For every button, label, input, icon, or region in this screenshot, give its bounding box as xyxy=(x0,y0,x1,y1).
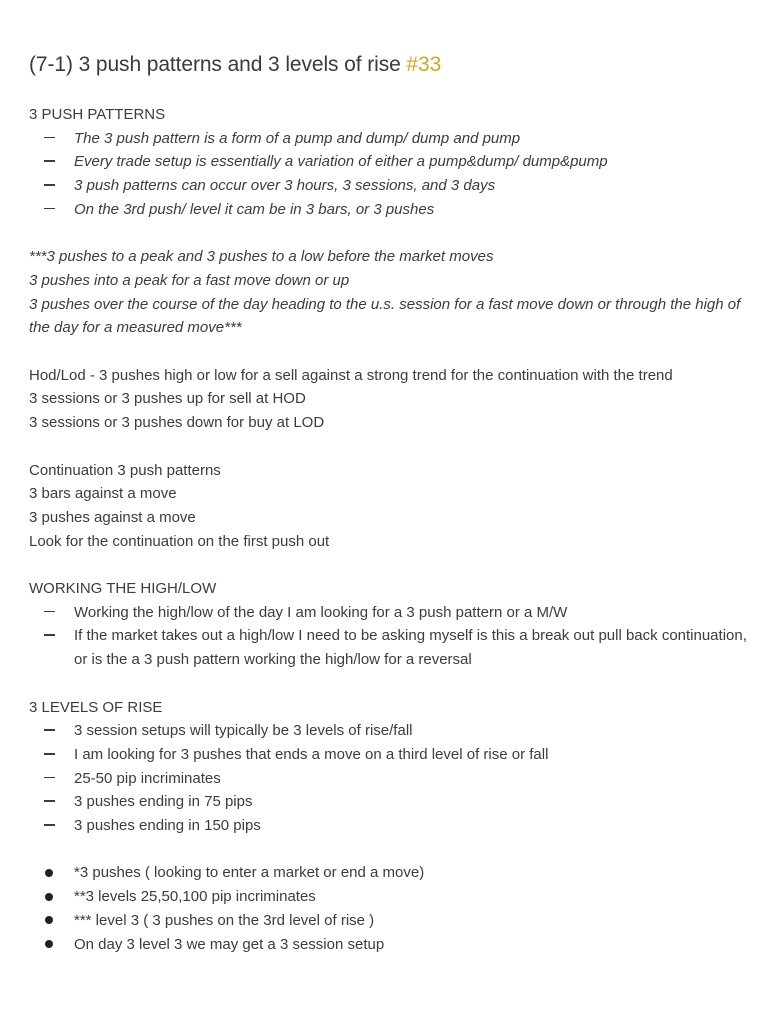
list-item-text: **3 levels 25,50,100 pip incriminates xyxy=(74,888,316,906)
list-item-text: 25-50 pip incriminates xyxy=(74,769,221,787)
list-item xyxy=(29,624,749,671)
bullet-dot-icon xyxy=(45,869,53,877)
bullet-dot-icon xyxy=(45,916,53,924)
list-item-text: Working the high/low of the day I am looking for a 3 push pattern or a M/W xyxy=(74,603,568,621)
list-item-text: 3 session setups will typically be 3 levels of rise/fall xyxy=(74,722,413,740)
list-item-text: The 3 push pattern is a form of a pump and dump/ dump and pump xyxy=(74,129,521,147)
paragraph-line: 3 bars against a move xyxy=(29,485,177,503)
paragraph-line: 3 sessions or 3 pushes up for sell at HOD xyxy=(29,390,306,408)
levels-of-rise-heading: 3 LEVELS OF RISE xyxy=(29,698,163,716)
push-patterns-heading: 3 PUSH PATTERNS xyxy=(29,106,166,123)
list-item xyxy=(29,790,749,814)
paragraph-line: 3 pushes into a peak for a fast move down or up xyxy=(29,271,350,289)
list-item xyxy=(29,601,749,625)
working-high-low-heading: WORKING THE HIGH/LOW xyxy=(29,580,217,597)
list-item xyxy=(29,743,749,767)
summary-bullet-list xyxy=(29,861,749,956)
paragraph-line: Hod/Lod - 3 pushes high or low for a sell against a strong trend for the continuation with the trend xyxy=(29,366,673,384)
paragraph-line: 3 sessions or 3 pushes down for buy at LOD xyxy=(29,414,325,432)
levels-of-rise-list xyxy=(29,719,749,838)
list-item-text: On day 3 level 3 we may get a 3 session setup xyxy=(74,935,385,953)
list-item xyxy=(29,150,749,174)
paragraph-line: Continuation 3 push patterns xyxy=(29,461,221,479)
italic-notes xyxy=(29,245,749,340)
note-tag[interactable]: #33 xyxy=(406,53,442,76)
paragraph-line: Look for the continuation on the first push out xyxy=(29,532,330,550)
list-item xyxy=(29,767,749,791)
bullet-dot-icon xyxy=(45,893,53,901)
bullet-dot-icon xyxy=(45,940,53,948)
push-patterns-section xyxy=(29,103,749,956)
list-item-text: Every trade setup is essentially a variation of either a pump&dump/ dump&pump xyxy=(74,153,608,171)
list-item-text: 3 push patterns can occur over 3 hours, 3 sessions, and 3 days xyxy=(74,177,496,195)
working-high-low-list xyxy=(29,601,749,672)
list-item xyxy=(29,814,749,838)
note-title-text: (7-1) 3 push patterns and 3 levels of rise xyxy=(29,53,401,76)
list-item xyxy=(29,174,749,198)
list-item xyxy=(29,861,749,885)
paragraph-line: 3 pushes against a move xyxy=(29,508,196,526)
note-page xyxy=(29,50,749,956)
list-item-text: *** level 3 ( 3 pushes on the 3rd level of rise ) xyxy=(74,911,375,929)
paragraph-line: ***3 pushes to a peak and 3 pushes to a low before the market moves xyxy=(29,248,494,266)
push-patterns-list xyxy=(29,127,749,222)
list-item xyxy=(29,933,749,957)
list-item xyxy=(29,198,749,222)
list-item-text: 3 pushes ending in 150 pips xyxy=(74,817,261,835)
list-item xyxy=(29,719,749,743)
note-title xyxy=(29,50,749,80)
list-item-text: 3 pushes ending in 75 pips xyxy=(74,793,253,811)
list-item-text: *3 pushes ( looking to enter a market or end a move) xyxy=(74,864,425,882)
list-item xyxy=(29,127,749,151)
list-item-text: If the market takes out a high/low I need to be asking myself is this a break out pull back continuation, or is the a 3 push pattern working the high/low for a reversal xyxy=(74,627,747,669)
list-item-text: On the 3rd push/ level it cam be in 3 bars, or 3 pushes xyxy=(74,200,435,218)
paragraph-line: 3 pushes over the course of the day heading to the u.s. session for a fast move down or through the high of the day for a measured move*** xyxy=(29,295,741,337)
continuation-notes xyxy=(29,459,749,554)
list-item xyxy=(29,909,749,933)
hod-lod-notes xyxy=(29,364,749,435)
list-item-text: I am looking for 3 pushes that ends a move on a third level of rise or fall xyxy=(74,745,549,763)
list-item xyxy=(29,885,749,909)
